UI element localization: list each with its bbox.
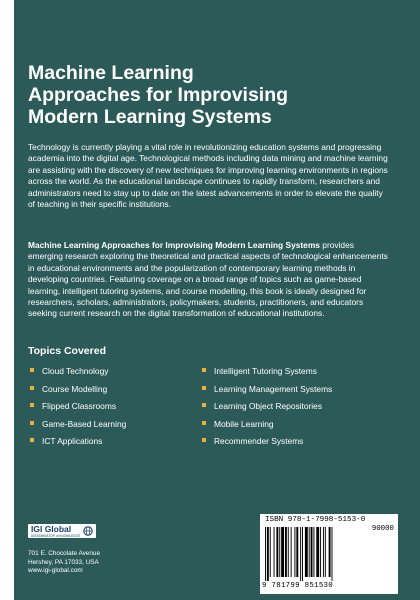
bullet-square-icon [202,403,206,407]
isbn-barcode [260,514,398,594]
topics-list-left [30,366,126,454]
topic-item [202,384,332,402]
barcode-price-code: 90000 [371,525,394,533]
publisher-logo [28,524,96,538]
isbn-number: ISBN 978-1-7998-5153-0 [265,516,366,524]
barcode-bar [274,527,275,577]
bullet-square-icon [202,421,206,425]
description-paragraph-1: Technology is currently playing a vital role in revolutionizing education systems and progressing academia into the digital age. Technological methods including data mining and machine learning are assisting with the discovery of new techniques for improving learning environments in regions across the world. As the educational landscape continues to rapidly transform, researchers and administrators need to stay up to date on the latest advancements in order to elevate the quality of teaching in their specific institutions. [28,142,388,210]
barcode-bar [276,527,278,577]
topic-label: Cloud Technology [42,366,109,376]
barcode-bar [300,527,301,581]
barcode-bar [305,527,308,577]
topic-item [30,384,126,402]
barcode-bar [313,527,314,577]
globe-icon [83,526,93,536]
bullet-square-icon [30,386,34,390]
barcode-bar [285,527,287,577]
barcode-bar [267,527,269,581]
barcode-bar [311,527,313,577]
book-title [28,62,368,128]
barcode-bar [309,527,310,577]
bullet-square-icon [30,368,34,372]
topic-item [202,436,332,454]
topic-label: ICT Applications [42,436,103,446]
publisher-address [28,550,100,576]
topic-label: Course Modelling [42,383,108,394]
barcode-bar [302,527,303,581]
barcode-ean-digits: 9 781799 851530 [262,582,334,590]
publisher-logo-tagline: DISSEMINATOR of KNOWLEDGE [31,533,81,538]
barcode-bar [329,527,331,577]
description-paragraph-2-body: provides emerging research exploring the theoretical and practical aspects of technological enhancements in educational environments and the popularization of contemporary learning methods in developing countries. Featuring coverage on a broad range of topics such as game-based learning, intelligent tutoring systems, and course modelling, this book is ideally designed for researchers, scholars, administrators, policymakers, students, practitioners, and educators seeking current research on the digital transformation of educational institutions. [28,240,388,319]
topic-item [30,436,126,454]
barcode-bar [294,527,295,577]
topic-label: Mobile Learning [214,418,274,429]
topic-item [30,401,126,419]
barcode-bar [320,527,321,577]
bullet-square-icon [202,368,206,372]
bullet-square-icon [202,438,206,442]
topic-label: Intelligent Tutoring Systems [214,366,317,376]
publisher-website: www.igi-global.com [28,567,83,575]
barcode-bar [281,527,284,577]
topics-heading: Topics Covered [28,345,106,357]
barcode-bar [323,527,324,577]
address-city: Hershey, PA 17033, USA [28,558,99,566]
publisher-logo-text: IGI Global [31,524,72,534]
topic-label: Learning Management Systems [214,383,333,394]
book-title-line-3: Modern Learning Systems [28,106,272,128]
topic-item [202,366,332,384]
bullet-square-icon [202,386,206,390]
barcode-bar [265,527,266,581]
topic-label: Flipped Classrooms [42,401,117,411]
barcode-bar [270,527,271,577]
barcode-bar [288,527,289,577]
address-street: 701 E. Chocolate Avenue [28,550,101,557]
topic-label: Learning Object Repositories [214,401,323,411]
barcode-bar [279,527,280,577]
topic-label: Recommender Systems [214,436,304,446]
bullet-square-icon [30,421,34,425]
barcode-bar [325,527,326,577]
book-title-line-2: Approaches for Improvising [28,84,289,106]
topic-item [202,419,332,437]
topics-list-right [202,366,332,454]
barcode-bars [265,527,365,581]
description-paragraph-2 [28,240,390,320]
topic-label: Game-Based Learning [42,418,127,429]
barcode-bar [291,527,292,577]
description-book-title: Machine Learning Approaches for Improvising Modern Learning Systems [28,240,320,250]
book-title-line-1: Machine Learning [28,62,194,84]
topic-item [30,419,126,437]
barcode-bar [332,527,333,581]
bullet-square-icon [30,438,34,442]
bullet-square-icon [30,403,34,407]
barcode-bar [296,527,298,577]
topic-item [202,401,332,419]
topic-item [30,366,126,384]
barcode-bar [316,527,319,577]
